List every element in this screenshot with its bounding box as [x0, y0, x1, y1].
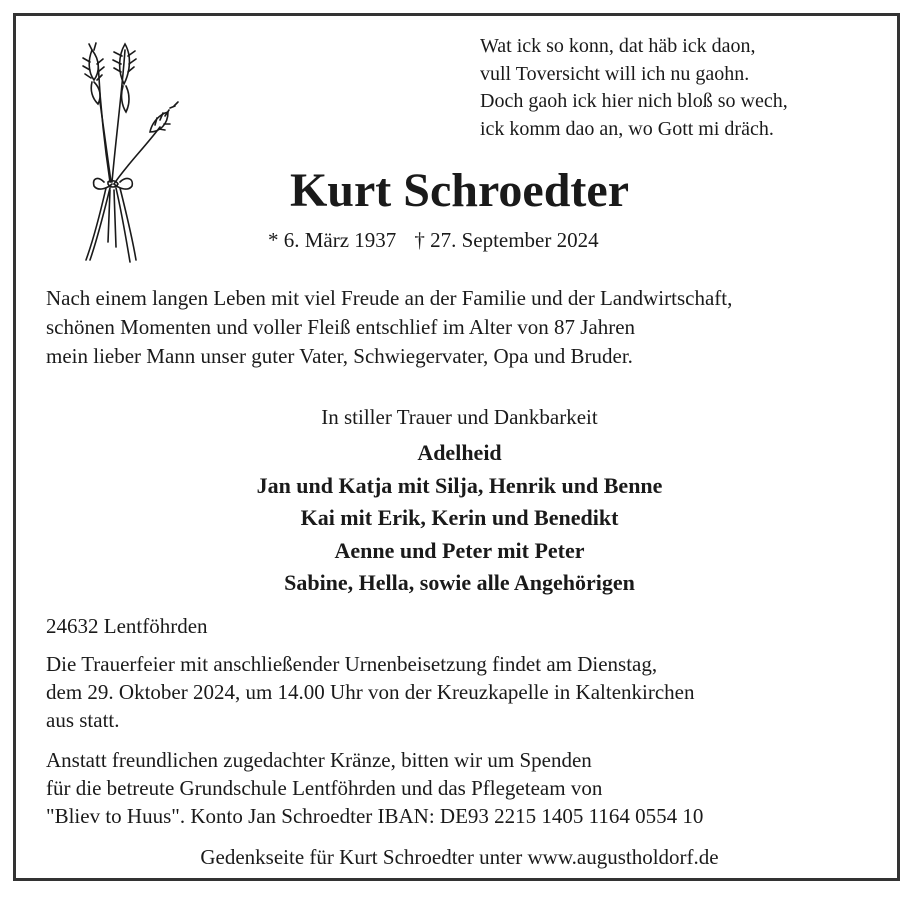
donation-line: für die betreute Grundschule Lentföhrden und das Pflegeteam von	[46, 776, 603, 800]
mourners-list	[0, 437, 919, 600]
mourner-line: Aenne und Peter mit Peter	[334, 537, 585, 563]
place: 24632 Lentföhrden	[46, 614, 208, 638]
intro-line: Nach einem langen Leben mit viel Freude an der Familie und der Landwirtschaft,	[46, 286, 733, 310]
wheat-bundle-icon	[70, 42, 190, 267]
ceremony-line: Die Trauerfeier mit anschließender Urnenbeisetzung findet am Dienstag,	[46, 652, 658, 676]
birth-date: * 6. März 1937	[268, 228, 397, 252]
mourner-line: Adelheid	[417, 440, 502, 465]
donation-line: Anstatt freundlichen zugedachter Kränze, bitten wir um Spenden	[46, 748, 592, 772]
poem	[480, 33, 788, 143]
deceased-name-text: Kurt Schroedter	[289, 164, 630, 217]
death-date: † 27. September 2024	[414, 228, 599, 252]
poem-line: ick komm dao an, wo Gott mi dräch.	[480, 117, 774, 140]
ceremony-info	[46, 650, 695, 734]
ceremony-line: aus statt.	[46, 708, 120, 732]
mourner-line: Sabine, Hella, sowie alle Angehörigen	[284, 570, 635, 595]
donation-info	[46, 746, 703, 830]
deceased-name	[0, 163, 919, 219]
intro-text	[46, 284, 732, 371]
poem-line: Doch gaoh ick hier nich bloß so wech,	[480, 90, 788, 112]
poem-line: vull Toversicht will ich nu gaohn.	[480, 62, 750, 85]
poem-line: Wat ick so konn, dat häb ick daon,	[480, 35, 756, 57]
donation-line: "Bliev to Huus". Konto Jan Schroedter IBAN: DE93 2215 1405 1164 0554 10	[46, 804, 704, 828]
ceremony-line: dem 29. Oktober 2024, um 14.00 Uhr von der Kreuzkapelle in Kaltenkirchen	[46, 680, 695, 704]
intro-line: mein lieber Mann unser guter Vater, Schwiegervater, Opa und Bruder.	[46, 344, 633, 368]
memorial-page-link: Gedenkseite für Kurt Schroedter unter www.augustholdorf.de	[200, 845, 719, 869]
mourners-heading: In stiller Trauer und Dankbarkeit	[321, 405, 598, 429]
life-dates	[268, 226, 599, 254]
intro-line: schönen Momenten und voller Fleiß entschlief im Alter von 87 Jahren	[46, 315, 636, 339]
mourner-line: Kai mit Erik, Kerin und Benedikt	[300, 505, 619, 530]
mourner-line: Jan und Katja mit Silja, Henrik und Benne	[256, 472, 663, 498]
